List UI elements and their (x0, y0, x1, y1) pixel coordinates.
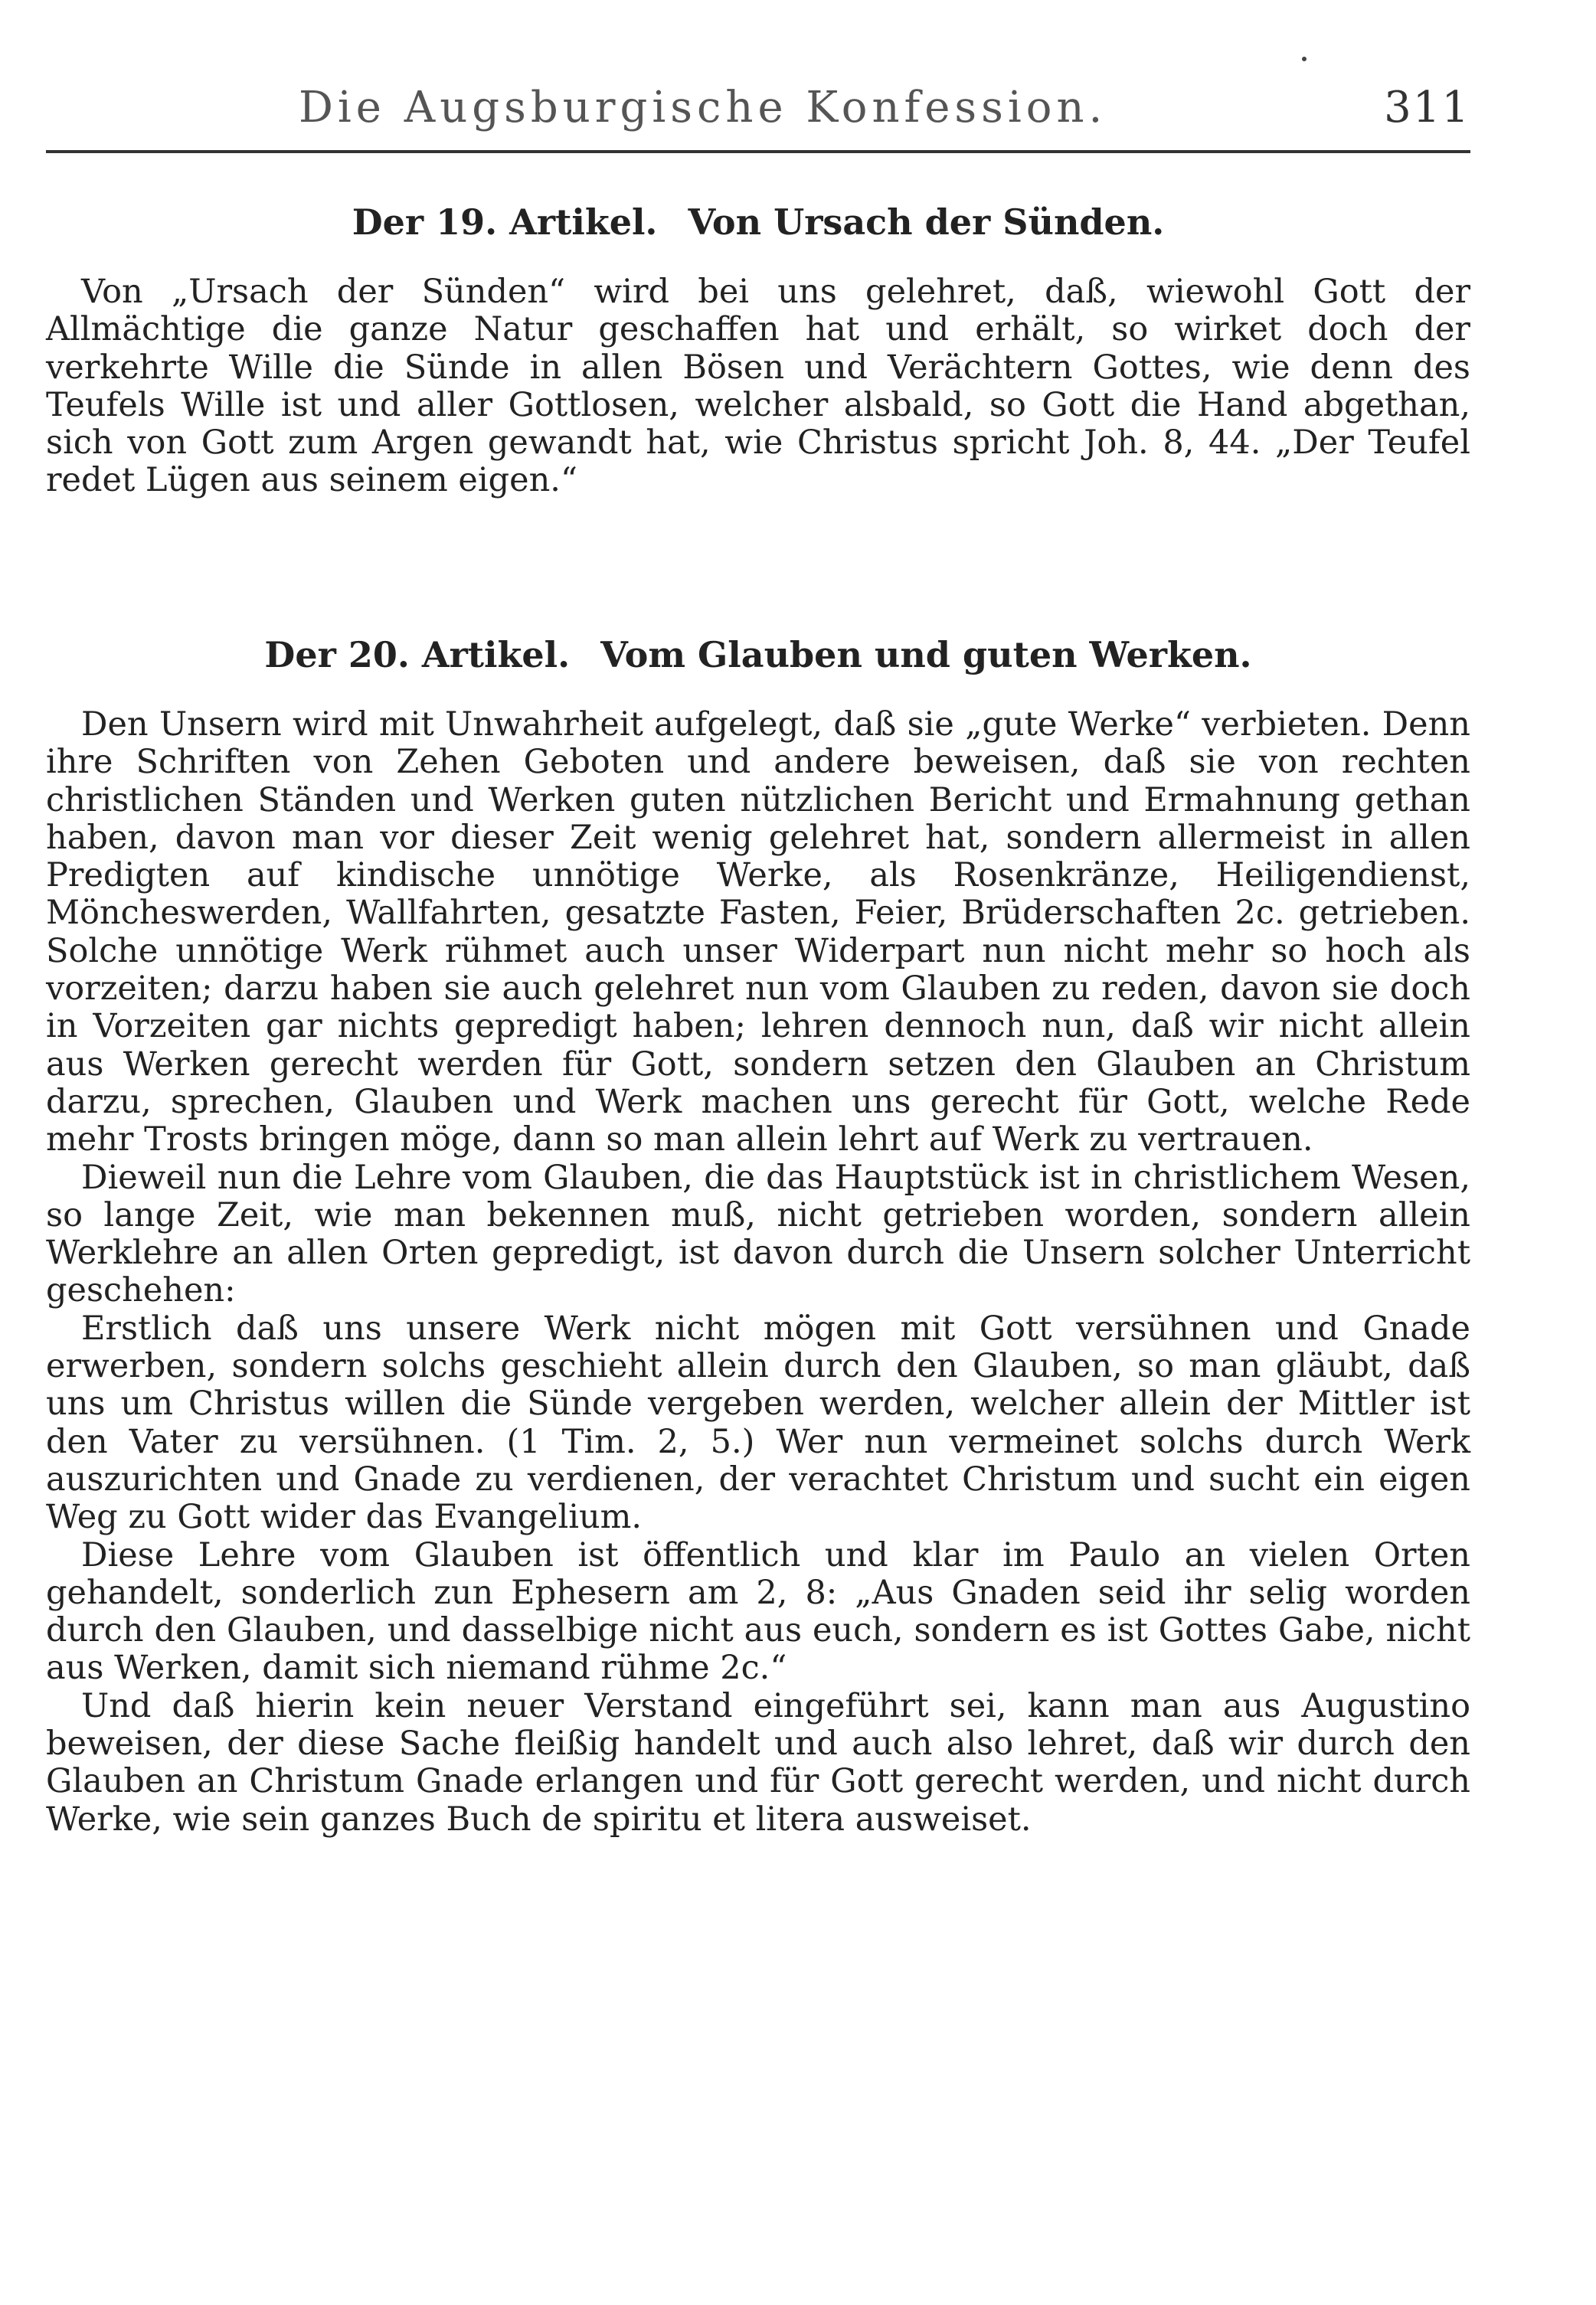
article-number: Der 20. Artikel. (264, 634, 571, 675)
article-20 (46, 628, 1470, 1839)
article-heading (46, 195, 1470, 249)
article-number: Der 19. Artikel. (352, 201, 658, 243)
article-title: Vom Glauben und guten Werken. (600, 634, 1252, 675)
article-title: Von Ursach der Sünden. (688, 201, 1165, 243)
page-number: 311 (1384, 83, 1470, 132)
paragraph: Von „Ursach der Sünden“ wird bei uns gelehret, daß, wiewohl Gott der Allmächtige die ganze Natur geschaffen hat und erhält, so wirket doch der verkehrte Wille die Sünde in allen Bösen und Verächtern Gottes, wie denn des Teufels Wille ist und aller Gottlosen, welcher alsbald, so Gott die Hand abgethan, sich von Gott zum Argen gewandt hat, wie Christus spricht Joh. 8, 44. „Der Teufel redet Lügen aus seinem eigen.“ (46, 273, 1470, 500)
paragraph: Den Unsern wird mit Unwahrheit aufgelegt, daß sie „gute Werke“ verbieten. Denn ihre Schriften von Zehen Geboten und andere beweisen, daß sie von rechten christlichen Ständen und Werken guten nützlichen Bericht und Ermahnung gethan haben, davon man vor dieser Zeit wenig gelehret hat, sondern allermeist in allen Predigten auf kindische unnötige Werke, als Rosenkränze, Heiligendienst, Möncheswerden, Wallfahrten, gesatzte Fasten, Feier, Brüderschaften 2c. getrieben. Solche unnötige Werk rühmet auch unser Widerpart nun nicht mehr so hoch als vorzeiten; darzu haben sie auch gelehret nun vom Glauben zu reden, davon sie doch in Vorzeiten gar nichts gepredigt haben; lehren dennoch nun, daß wir nicht allein aus Werken gerecht werden für Gott, sondern setzen den Glauben an Christum darzu, sprechen, Glauben und Werk machen uns gerecht für Gott, welche Rede mehr Trosts bringen möge, dann so man allein lehrt auf Werk zu vertrauen. (46, 705, 1470, 1159)
page-header (46, 77, 1470, 153)
article-heading (46, 628, 1470, 682)
article-19 (46, 195, 1470, 500)
paragraph: Und daß hierin kein neuer Verstand eingeführt sei, kann man aus Augustino beweisen, der diese Sache fleißig handelt und auch also lehret, daß wir durch den Glauben an Christum Gnade erlangen und für Gott gerecht werden, und nicht durch Werke, wie sein ganzes Buch de spiritu et litera ausweiset. (46, 1686, 1470, 1839)
running-title: Die Augsburgische Konfession. (299, 83, 1107, 132)
paragraph: Dieweil nun die Lehre vom Glauben, die das Hauptstück ist in christlichem Wesen, so lange Zeit, wie man bekennen muß, nicht getrieben worden, sondern allein Werklehre an allen Orten gepredigt, ist davon durch die Unsern solcher Unterricht geschehen: (46, 1158, 1470, 1310)
paragraph: Erstlich daß uns unsere Werk nicht mögen mit Gott versühnen und Gnade erwerben, sondern solchs geschieht allein durch den Glauben, so man gläubt, daß uns um Christus willen die Sünde vergeben werden, welcher allein der Mittler ist den Vater zu versühnen. (1 Tim. 2, 5.) Wer nun vermeinet solchs durch Werk auszurichten und Gnade zu verdienen, der verachtet Christum und sucht ein eigen Weg zu Gott wider das Evangelium. (46, 1309, 1470, 1537)
paragraph: Diese Lehre vom Glauben ist öffentlich und klar im Paulo an vielen Orten gehandelt, sonderlich zun Ephesern am 2, 8: „Aus Gnaden seid ihr selig worden durch den Glauben, und dasselbige nicht aus euch, sondern es ist Gottes Gabe, nicht aus Werken, damit sich niemand rühme 2c.“ (46, 1535, 1470, 1688)
ink-speck (1302, 57, 1307, 61)
